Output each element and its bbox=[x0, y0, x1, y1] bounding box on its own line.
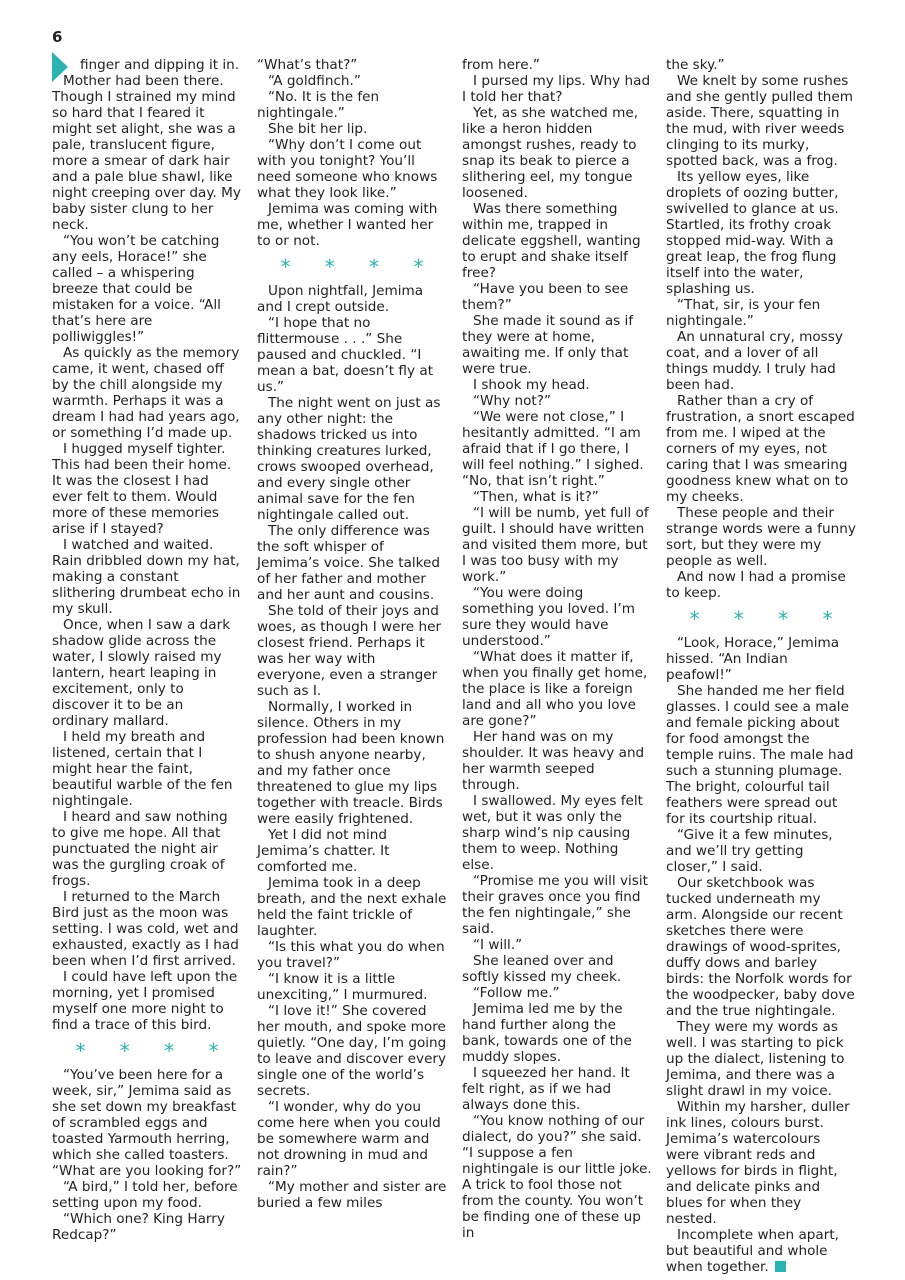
paragraph: I swallowed. My eyes felt wet, but it was only the sharp wind’s nip causing them to weep. Nothing else. bbox=[462, 793, 644, 873]
paragraph: Jemima took in a deep breath, and the next exhale held the faint trickle of laughter. bbox=[257, 875, 447, 939]
paragraph: Her hand was on my shoulder. It was heavy and her warmth seeped through. bbox=[462, 729, 645, 793]
paragraph: Jemima led me by the hand further along the bank, towards one of the muddy slopes. bbox=[462, 1001, 632, 1065]
paragraph: She leaned over and softly kissed my cheek. bbox=[462, 953, 622, 985]
paragraph: finger and dipping it in. bbox=[80, 57, 240, 73]
paragraph: The night went on just as any other night: the shadows tricked us into thinking creatures lurked, crows swooped overhead, and every single other animal save for the fen nightingale called out. bbox=[257, 395, 441, 523]
paragraph: “I will be numb, yet full of guilt. I should have written and visited them more, but I was too busy with my work.” bbox=[462, 505, 649, 585]
paragraph: An unnatural cry, mossy coat, and a lover of all things muddy. I truly had been had. bbox=[666, 329, 843, 393]
paragraph: “Follow me.” bbox=[473, 985, 560, 1001]
end-mark-icon bbox=[775, 1261, 786, 1272]
paragraph: She bit her lip. bbox=[268, 121, 368, 137]
paragraph: “You’ve been here for a week, sir,” Jemima said as she set down my breakfast of scrambled eggs and toasted Yarmouth herring, which she called toasters. “What are you looking for?” bbox=[52, 1067, 242, 1179]
paragraph: “You were doing something you loved. I’m sure they would have understood.” bbox=[462, 585, 635, 649]
paragraph: “That, sir, is your fen nightingale.” bbox=[666, 297, 821, 329]
paragraph: I hugged myself tighter. This had been their home. It was the closest I had ever felt to them. Would more of these memories arise if I stayed? bbox=[52, 441, 232, 537]
text-column-2 bbox=[257, 57, 447, 1227]
paragraph: Jemima was coming with me, whether I wanted her to or not. bbox=[257, 201, 438, 249]
paragraph: The only difference was the soft whisper of Jemima’s voice. She talked of her father and mother and her aunt and cousins. bbox=[257, 523, 441, 603]
paragraph: “Have you been to see them?” bbox=[462, 281, 629, 313]
paragraph: “My mother and sister are buried a few miles bbox=[257, 1179, 447, 1211]
paragraph: Its yellow eyes, like droplets of oozing butter, swivelled to glance at us. Startled, its frothy croak stopped mid-way. With a great leap, the frog flung itself into the water, splashing us. bbox=[666, 169, 839, 297]
paragraph: “Why don’t I come out with you tonight? You’ll need someone who knows what they look like.” bbox=[257, 137, 438, 201]
paragraph: They were my words as well. I was starting to pick up the dialect, listening to Jemima, and there was a slight drawl in my voice. bbox=[666, 1019, 845, 1099]
paragraph: “We were not close,” I hesitantly admitted. “I am afraid that if I go there, I will feel nothing.” I sighed. “No, that isn’t right.” bbox=[462, 409, 644, 489]
paragraph: Yet I did not mind Jemima’s chatter. It comforted me. bbox=[257, 827, 390, 875]
paragraph: Within my harsher, duller ink lines, colours burst. Jemima’s watercolours were vibrant reds and yellows for birds in flight, and delicate pinks and blues for when they nested. bbox=[666, 1099, 850, 1227]
paragraph: “Promise me you will visit their graves once you find the fen nightingale,” she said. bbox=[462, 873, 648, 937]
paragraph: “Give it a few minutes, and we’ll try getting closer,” I said. bbox=[666, 827, 833, 875]
paragraph: We knelt by some rushes and she gently pulled them aside. There, squatting in the mud, with river weeds clinging to its murky, spotted back, was a frog. bbox=[666, 73, 854, 169]
paragraph: “No. It is the fen nightingale.” bbox=[257, 89, 380, 121]
paragraph: “What’s that?” bbox=[257, 57, 358, 73]
text-column-3 bbox=[462, 57, 652, 1241]
paragraph: Incomplete when apart, but beautiful and whole when together. bbox=[666, 1227, 840, 1275]
paragraph: “You won’t be catching any eels, Horace!” she called – a whispering breeze that could be mistaken for a voice. “All that’s here are polliwiggles!” bbox=[52, 233, 221, 345]
paragraph: “Then, what is it?” bbox=[473, 489, 599, 505]
paragraph: As quickly as the memory came, it went, chased off by the chill alongside my warmth. Perhaps it was a dream I had had years ago, or something I’d made up. bbox=[52, 345, 240, 441]
paragraph: These people and their strange words were a funny sort, but they were my people as well. bbox=[666, 505, 856, 569]
paragraph: “I hope that no flittermouse . . .” She paused and chuckled. “I mean a bat, doesn’t fly at us.” bbox=[257, 315, 434, 395]
paragraph: “What does it matter if, when you finally get home, the place is like a foreign land and all who you love are gone?” bbox=[462, 649, 648, 729]
paragraph: Upon nightfall, Jemima and I crept outside. bbox=[257, 283, 424, 315]
paragraph: I returned to the March Bird just as the moon was setting. I was cold, wet and exhausted, exactly as I had been when I’d first arrived. bbox=[52, 889, 239, 969]
paragraph: I held my breath and listened, certain that I might hear the faint, beautiful warble of the fen nightingale. bbox=[52, 729, 233, 809]
paragraph: “I love it!” She covered her mouth, and spoke more quietly. “One day, I’m going to leave and discover every single one of the world’s secrets. bbox=[257, 1003, 447, 1099]
paragraph: “I know it is a little unexciting,” I murmured. bbox=[257, 971, 428, 1003]
paragraph: I watched and waited. Rain dribbled down my hat, making a constant slithering drumbeat echo in my skull. bbox=[52, 537, 241, 617]
section-break: * * * * bbox=[689, 607, 847, 631]
paragraph: Yet, as she watched me, like a heron hidden amongst rushes, ready to snap its beak to pierce a slithering eel, my tongue loosened. bbox=[462, 105, 639, 201]
section-break: * * * * bbox=[75, 1039, 233, 1063]
page-number: 6 bbox=[52, 28, 63, 46]
paragraph: I pursed my lips. Why had I told her that? bbox=[462, 73, 651, 105]
paragraph: Our sketchbook was tucked underneath my arm. Alongside our recent sketches there were drawings of wood-sprites, duffy dows and barley birds: the Norfolk words for the woodpecker, baby dove and the true nightingale. bbox=[666, 875, 855, 1019]
paragraph: I squeezed her hand. It felt right, as if we had always done this. bbox=[462, 1065, 630, 1113]
paragraph: Rather than a cry of frustration, a snort escaped from me. I wiped at the corners of my eyes, not caring that I was smearing goodness knew what on to my cheeks. bbox=[666, 393, 855, 505]
paragraph: from here.” bbox=[462, 57, 540, 73]
paragraph: “Is this what you do when you travel?” bbox=[257, 939, 445, 971]
paragraph: “A bird,” I told her, before setting upon my food. bbox=[52, 1179, 238, 1211]
paragraph: I could have left upon the morning, yet I promised myself one more night to find a trace of this bird. bbox=[52, 969, 238, 1033]
paragraph: the sky.” bbox=[666, 57, 725, 73]
paragraph: Was there something within me, trapped in delicate eggshell, wanting to erupt and shake itself free? bbox=[462, 201, 641, 281]
paragraph: Once, when I saw a dark shadow glide across the water, I slowly raised my lantern, heart leaping in excitement, only to discover it to be an ordinary mallard. bbox=[52, 617, 231, 729]
paragraph: “Look, Horace,” Jemima hissed. “An Indian peafowl!” bbox=[666, 635, 840, 683]
text-column-4 bbox=[666, 57, 856, 1275]
paragraph: I shook my head. bbox=[473, 377, 590, 393]
section-break: * * * * bbox=[280, 255, 438, 279]
text-column-1 bbox=[52, 57, 242, 1243]
paragraph: “You know nothing of our dialect, do you?” she said. “I suppose a fen nightingale is our little joke. A trick to fool those not from the county. You won’t be finding one of these up in bbox=[462, 1113, 652, 1241]
paragraph: Mother had been there. Though I strained my mind so hard that I feared it might set alight, she was a pale, translucent figure, more a smear of dark hair and a pale blue shawl, like night creeping over day. My baby sister clung to her neck. bbox=[52, 73, 241, 233]
paragraph: “A goldfinch.” bbox=[268, 73, 361, 89]
paragraph: “Which one? King Harry Redcap?” bbox=[52, 1211, 225, 1243]
paragraph: I heard and saw nothing to give me hope. All that punctuated the night air was the gurgling croak of frogs. bbox=[52, 809, 228, 889]
paragraph: “I will.” bbox=[473, 937, 523, 953]
paragraph: “Why not?” bbox=[473, 393, 551, 409]
paragraph: And now I had a promise to keep. bbox=[666, 569, 846, 601]
paragraph: She made it sound as if they were at home, awaiting me. If only that were true. bbox=[462, 313, 634, 377]
paragraph: “I wonder, why do you come here when you could be somewhere warm and not drowning in mud and rain?” bbox=[257, 1099, 441, 1179]
paragraph: She told of their joys and woes, as though I were her closest friend. Perhaps it was her way with everyone, even a stranger such as I. bbox=[257, 603, 442, 699]
paragraph: Normally, I worked in silence. Others in my profession had been known to shush anyone nearby, and my father once threatened to glue my lips together with treacle. Birds were easily frightened. bbox=[257, 699, 445, 827]
paragraph: She handed me her field glasses. I could see a male and female picking about for food amongst the temple ruins. The male had such a stunning plumage. The bright, colourful tail feathers were spread out for its courtship ritual. bbox=[666, 683, 854, 827]
